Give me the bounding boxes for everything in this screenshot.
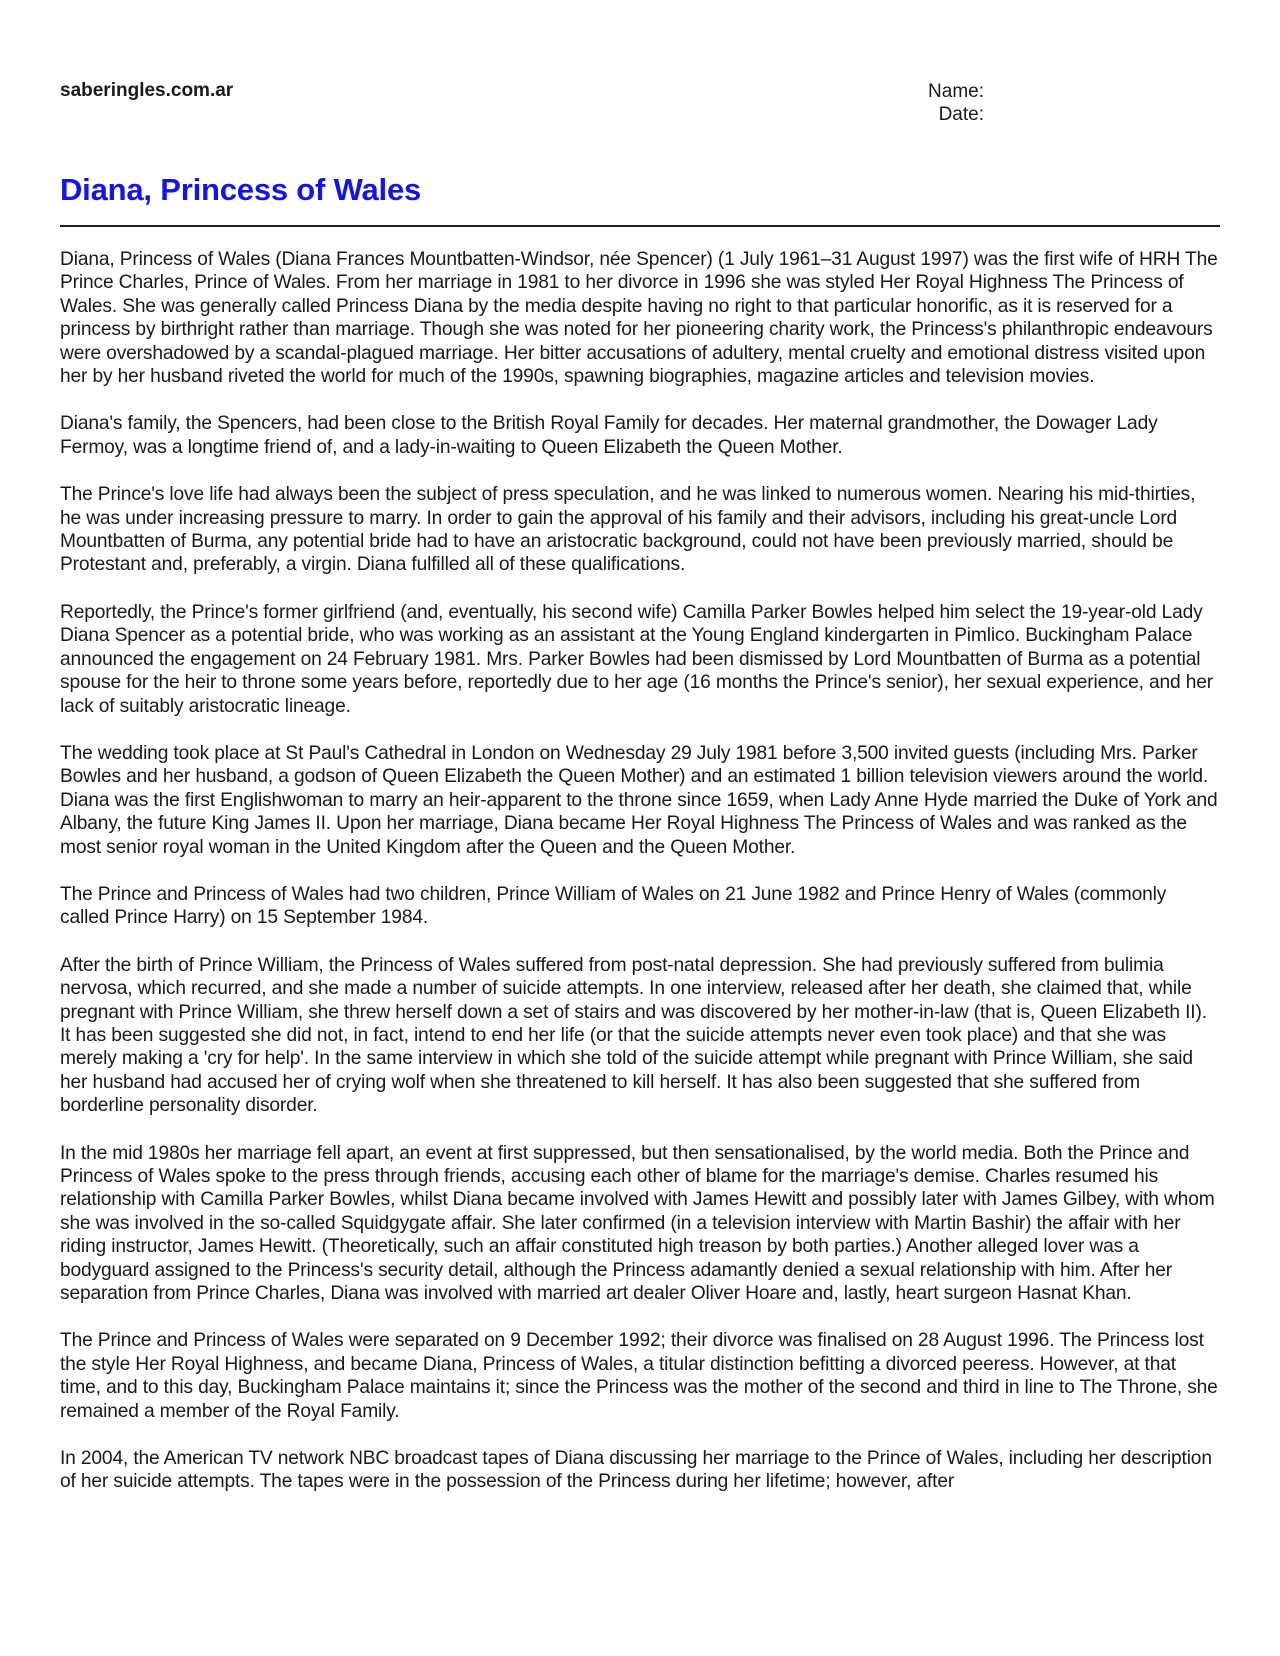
paragraph: In 2004, the American TV network NBC broadcast tapes of Diana discussing her marriage to the Prince of Wales, including her description of her suicide attempts. The tapes were in the possession of the Princess during her lifetime; however, after [60,1448,1212,1493]
paragraph: The Prince and Princess of Wales were separated on 9 December 1992; their divorce was finalised on 28 August 1996. The Princess lost the style Her Royal Highness, and became Diana, Princess of Wales, a titular distinction befitting a divorced peeress. However, at that time, and to this day, Buckingham Palace maintains it; since the Princess was the mother of the second and third in line to The Throne, she remained a member of the Royal Family. [60,1330,1218,1422]
paragraph: In the mid 1980s her marriage fell apart, an event at first suppressed, but then sensationalised, by the world media. Both the Prince and Princess of Wales spoke to the press through friends, accusing each other of blame for the marriage's demise. Charles resumed his relationship with Camilla Parker Bowles, whilst Diana became involved with James Hewitt and possibly later with James Gilbey, with whom she was involved in the so-called Squidgygate affair. She later confirmed (in a television interview with Martin Bashir) the affair with her riding instructor, James Hewitt. (Theoretically, such an affair constituted high treason by both parties.) Another alleged lover was a bodyguard assigned to the Princess's security detail, although the Princess adamantly denied a sexual relationship with him. After her separation from Prince Charles, Diana was involved with married art dealer Oliver Hoare and, lastly, heart surgeon Hasnat Khan. [60,1142,1215,1305]
date-label: Date: [938,104,984,125]
site-name: saberingles.com.ar [60,80,234,101]
article-body [60,248,1220,1518]
name-date-block [880,80,984,126]
paragraph: Diana's family, the Spencers, had been close to the British Royal Family for decades. Her maternal grandmother, the Dowager Lady Fermoy, was a longtime friend of, and a lady-in-waiting to Queen Elizabeth the Queen Mother. [60,413,1158,458]
paragraph: The Prince and Princess of Wales had two children, Prince William of Wales on 21 June 1982 and Prince Henry of Wales (commonly called Prince Harry) on 15 September 1984. [60,883,1167,929]
paragraph: Diana, Princess of Wales (Diana Frances Mountbatten-Windsor, née Spencer) (1 July 1961–31 August 1997) was the first wife of HRH The Prince Charles, Prince of Wales. From her marriage in 1981 to her divorce in 1996 she was styled Her Royal Highness The Princess of Wales. She was generally called Princess Diana by the media despite having no right to that particular honorific, as it is reserved for a princess by birthright rather than marriage. Though she was noted for her pioneering charity work, the Princess's philanthropic endeavours were overshadowed by a scandal-plagued marriage. Her bitter accusations of adultery, mental cruelty and emotional distress visited upon her by her husband riveted the world for much of the 1990s, spawning biographies, magazine articles and television movies. [60,249,1218,388]
paragraph: The Prince's love life had always been the subject of press speculation, and he was linked to numerous women. Nearing his mid-thirties, he was under increasing pressure to marry. In order to gain the approval of his family and their advisors, including his great-uncle Lord Mountbatten of Burma, any potential bride had to have an aristocratic background, could not have been previously married, should be Protestant and, preferably, a virgin. Diana fulfilled all of these qualifications. [60,484,1196,576]
page-title: Diana, Princess of Wales [60,172,422,207]
name-label: Name: [928,81,984,102]
paragraph: The wedding took place at St Paul's Cathedral in London on Wednesday 29 July 1981 before 3,500 invited guests (including Mrs. Parker Bowles and her husband, a godson of Queen Elizabeth the Queen Mother) and an estimated 1 billion television viewers around the world. Diana was the first Englishwoman to marry an heir-apparent to the throne since 1659, when Lady Anne Hyde married the Duke of York and Albany, the future King James II. Upon her marriage, Diana became Her Royal Highness The Princess of Wales and was ranked as the most senior royal woman in the United Kingdom after the Queen and the Queen Mother. [60,742,1218,858]
title-divider [60,225,1220,227]
paragraph: Reportedly, the Prince's former girlfriend (and, eventually, his second wife) Camilla Parker Bowles helped him select the 19-year-old Lady Diana Spencer as a potential bride, who was working as an assistant at the Young England kindergarten in Pimlico. Buckingham Palace announced the engagement on 24 February 1981. Mrs. Parker Bowles had been dismissed by Lord Mountbatten of Burma as a potential spouse for the heir to throne some years before, reportedly due to her age (16 months the Prince's senior), her sexual experience, and her lack of suitably aristocratic lineage. [60,601,1213,717]
paragraph: After the birth of Prince William, the Princess of Wales suffered from post-natal depression. She had previously suffered from bulimia nervosa, which recurred, and she made a number of suicide attempts. In one interview, released after her death, she claimed that, while pregnant with Prince William, she threw herself down a set of stairs and was discovered by her mother-in-law (that is, Queen Elizabeth II). It has been suggested she did not, in fact, intend to end her life (or that the suicide attempts never even took place) and that she was merely making a 'cry for help'. In the same interview in which she told of the suicide attempt while pregnant with Prince William, she said her husband had accused her of crying wolf when she threatened to kill herself. It has also been suggested that she suffered from borderline personality disorder. [60,954,1207,1117]
